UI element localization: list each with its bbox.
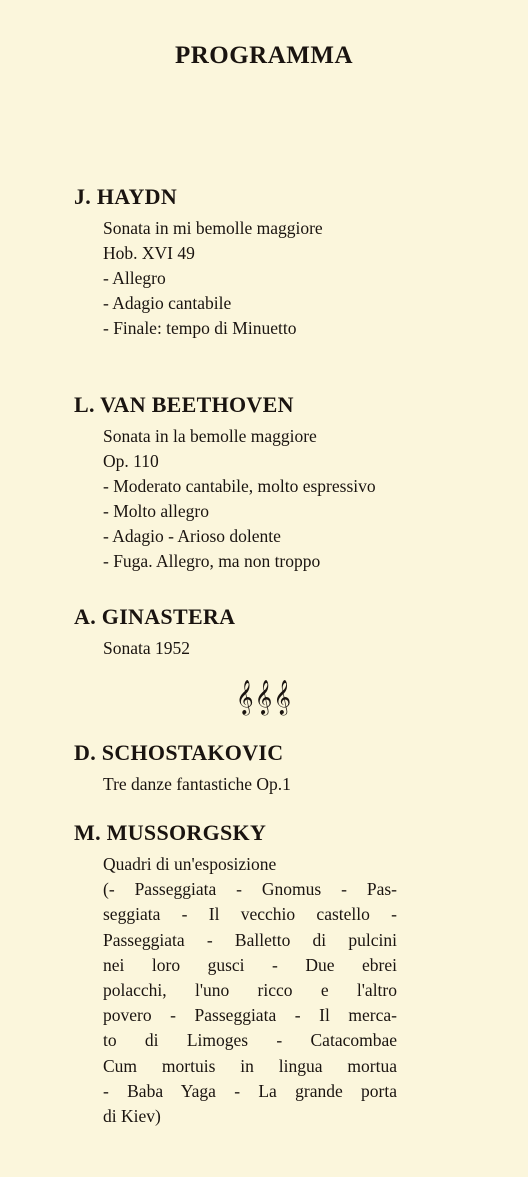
composer-schostakovic: D. SCHOSTAKOVIC xyxy=(74,740,284,765)
work-line: Sonata 1952 xyxy=(103,638,191,658)
treble-clef-icon: 𝄞𝄞𝄞 xyxy=(235,680,293,715)
movement-line: Passeggiata - Balletto di pulcini xyxy=(103,929,397,950)
work-details-schostakovic xyxy=(103,772,291,797)
work-details-haydn xyxy=(103,216,323,341)
movement-line: - Finale: tempo di Minuetto xyxy=(103,318,297,338)
movement-line: - Fuga. Allegro, ma non troppo xyxy=(103,551,321,571)
movement-line: polacchi, l'uno ricco e l'altro xyxy=(103,980,397,1001)
composer-ginastera: A. GINASTERA xyxy=(74,604,236,629)
movement-line: Cum mortuis in lingua mortua xyxy=(103,1055,397,1076)
movement-line: - Adagio - Arioso dolente xyxy=(103,526,281,546)
movement-line: seggiata - Il vecchio castello - xyxy=(103,904,397,925)
movement-line: - Adagio cantabile xyxy=(103,293,232,313)
page-title: PROGRAMMA xyxy=(174,42,354,69)
composer-mussorgsky: M. MUSSORGSKY xyxy=(74,820,267,845)
work-details-mussorgsky xyxy=(103,852,397,1129)
movement-line: to di Limoges - Catacombae xyxy=(103,1030,397,1051)
movement-line: di Kiev) xyxy=(103,1106,161,1127)
movement-line: (- Passeggiata - Gnomus - Pas- xyxy=(103,879,397,900)
work-line: Tre danze fantastiche Op.1 xyxy=(103,774,291,794)
work-details-ginastera xyxy=(103,636,190,661)
work-line: Op. 110 xyxy=(103,451,159,471)
movement-line: - Baba Yaga - La grande porta xyxy=(103,1080,397,1101)
movement-line: povero - Passeggiata - Il merca- xyxy=(103,1005,397,1026)
movement-line: - Molto allegro xyxy=(103,501,209,521)
work-details-beethoven xyxy=(103,424,376,574)
movement-line: nei loro gusci - Due ebrei xyxy=(103,954,397,975)
work-line: Sonata in la bemolle maggiore xyxy=(103,426,317,446)
work-line: Hob. XVI 49 xyxy=(103,243,195,263)
movement-line: - Allegro xyxy=(103,268,166,288)
composer-beethoven: L. VAN BEETHOVEN xyxy=(74,392,294,417)
work-line: Quadri di un'esposizione xyxy=(103,854,277,874)
movement-line: - Moderato cantabile, molto espressivo xyxy=(103,476,376,496)
work-line: Sonata in mi bemolle maggiore xyxy=(103,218,323,238)
composer-haydn: J. HAYDN xyxy=(74,184,178,209)
